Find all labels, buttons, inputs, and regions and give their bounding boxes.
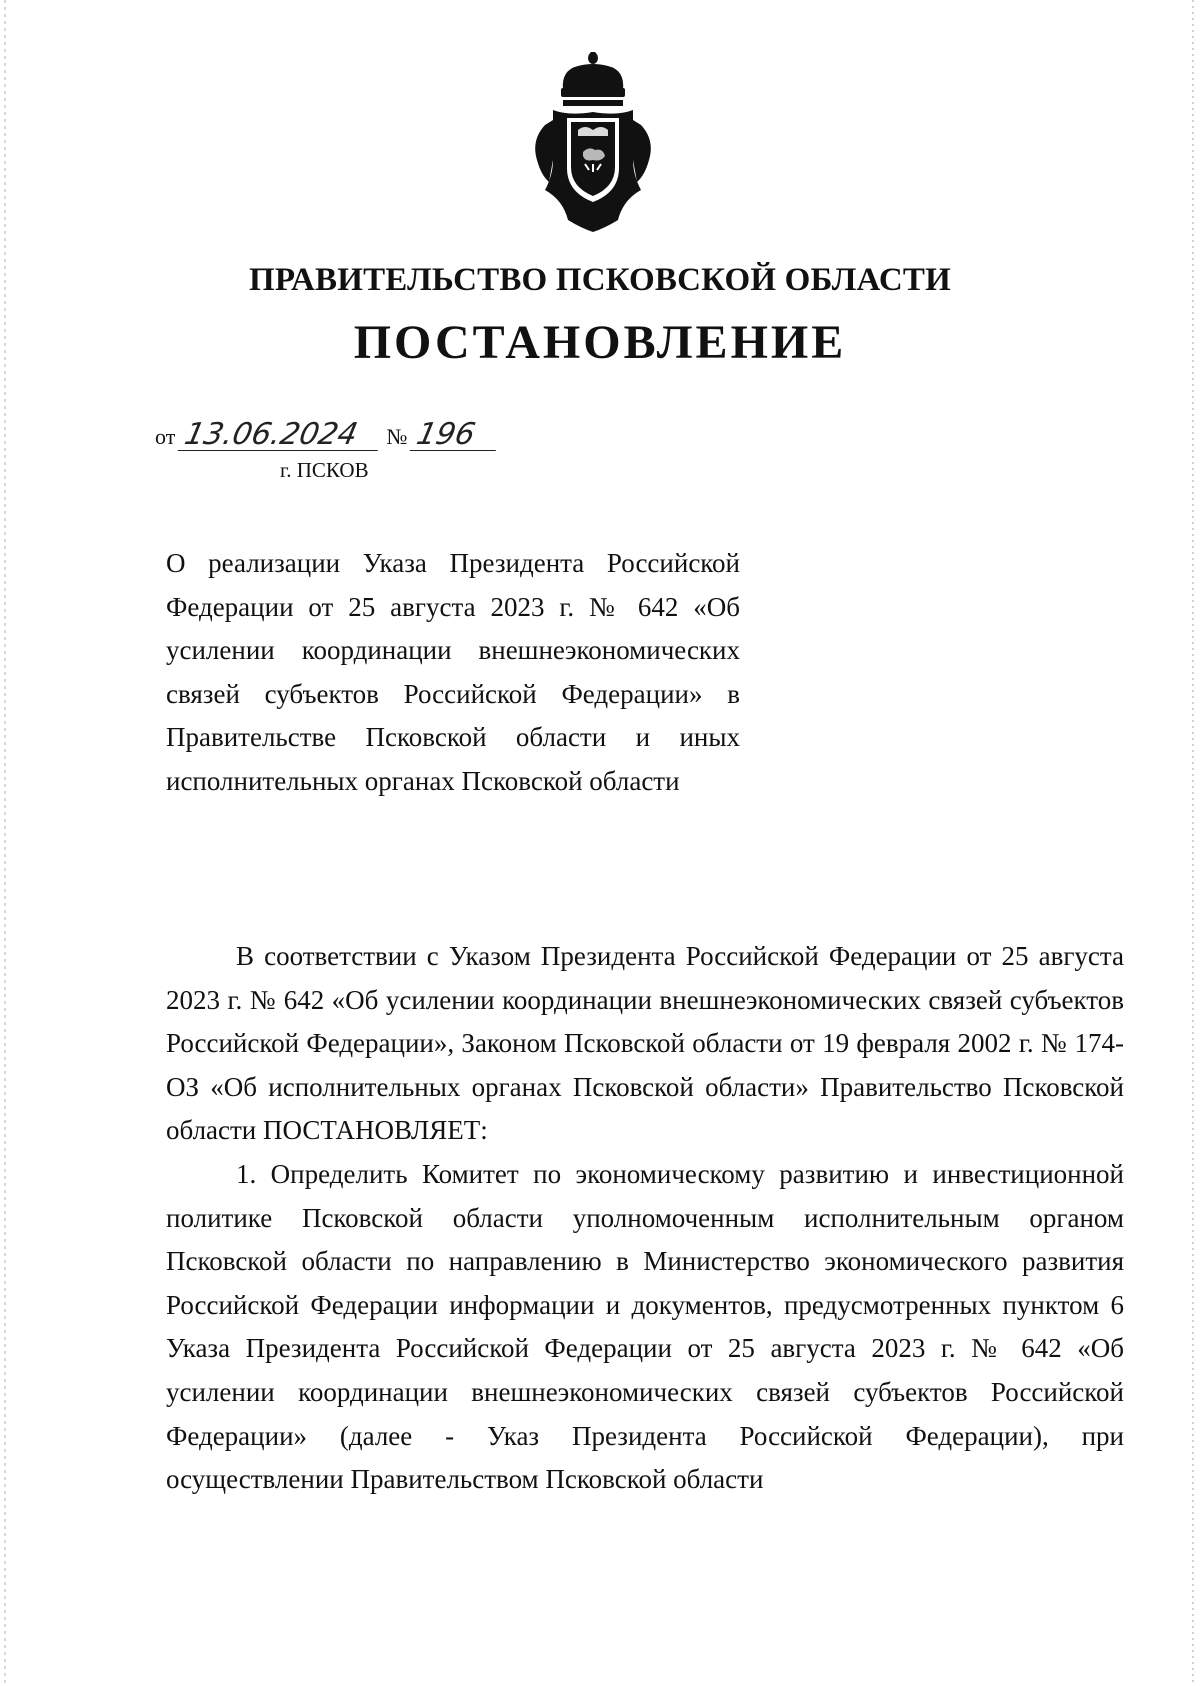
scan-edge-right	[1192, 0, 1194, 1686]
scan-edge-left	[4, 0, 6, 1686]
city-label: г. ПСКОВ	[280, 458, 369, 482]
handwritten-date: 13.06.2024	[178, 420, 385, 451]
clause-1-paragraph: 1. Определить Комитет по экономическому развитию и инвестиционной политике Псковской области уполномоченным исполнительным органом Псковской области по направлению в Министерство экономического развития Российской Федерации информации и документов, предусмотренных пунктом 6 Указа Президента Российской Федерации от 25 августа 2023 г. № 642 «Об усилении координации внешнеэкономических связей субъектов Российской Федерации» (далее - Указ Президента Российской Федерации), при осуществлении Правительством Псковской области	[166, 1158, 1124, 1495]
registration-line	[155, 417, 499, 452]
document-type-title: ПОСТАНОВЛЕНИЕ	[353, 316, 847, 369]
document-subject: О реализации Указа Президента Российской Федерации от 25 августа 2023 г. № 642 «Об усилении координации внешнеэкономических связей субъектов Российской Федерации» в Правительстве Псковской области и иных исполнительных органах Псковской области	[166, 548, 740, 796]
organization-title: ПРАВИТЕЛЬСТВО ПСКОВСКОЙ ОБЛАСТИ	[248, 262, 952, 298]
number-prefix: №	[386, 424, 408, 449]
document-body	[166, 935, 1124, 1502]
date-prefix: от	[155, 424, 176, 449]
coat-of-arms-icon	[523, 50, 663, 240]
handwritten-number: 196	[410, 420, 503, 451]
preamble-paragraph: В соответствии с Указом Президента Российской Федерации от 25 августа 2023 г. № 642 «Об усилении координации внешнеэкономических связей субъектов Российской Федерации», Законом Псковской области от 19 февраля 2002 г. № 174-ОЗ «Об исполнительных органах Псковской области» Правительство Псковской области ПОСТАНОВЛЯЕТ:	[166, 941, 1124, 1146]
